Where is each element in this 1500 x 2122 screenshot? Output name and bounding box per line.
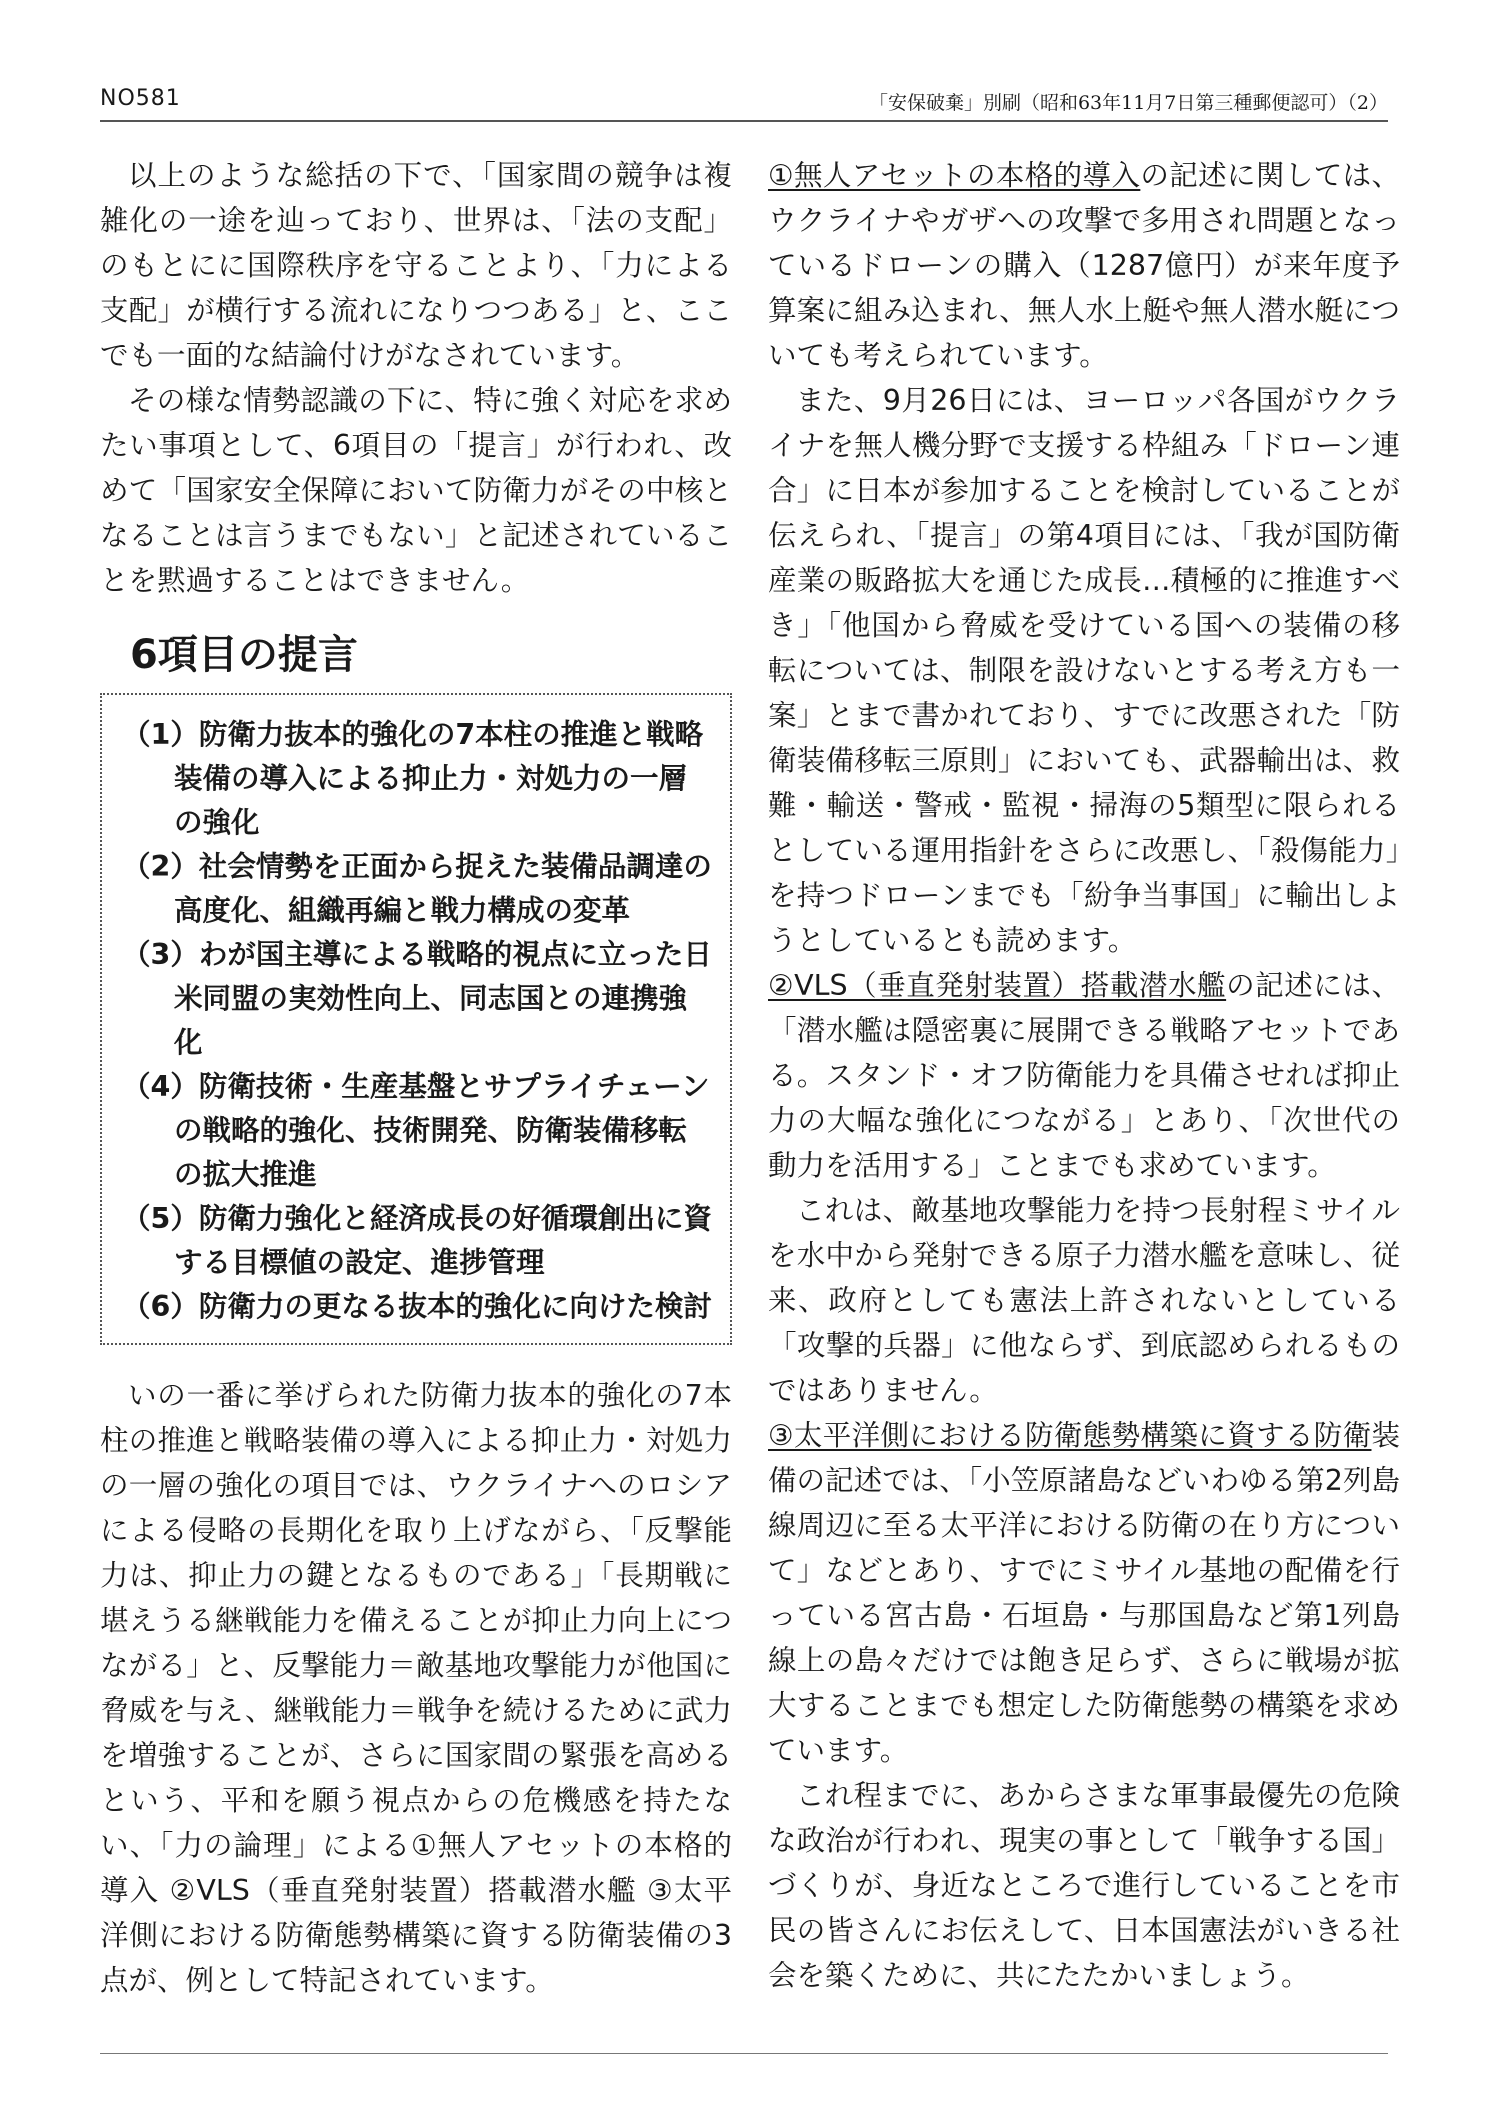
publication-info: 「安保破棄」別刷（昭和63年11月7日第三種郵便認可）（2） (868, 92, 1388, 114)
right-paragraph-5-text: 装備の記述では、「小笠原諸島などいわゆる第2列島線周辺に至る太平洋における防衛の在り方について」などとあり、すでにミサイル基地の配備を行っている宮古島・石垣島・与那国島など第1列島線上の島々だけでは飽き足らず、さらに戦場が拡大することまでも想定した防衛態勢の構築を求めています。 (768, 1419, 1400, 1767)
left-paragraph-3: いの一番に挙げられた防衛力抜本的強化の7本柱の推進と戦略装備の導入による抑止力・対処力の一層の強化の項目では、ウクライナへのロシアによる侵略の長期化を取り上げながら、「反撃能力は、抑止力の鍵となるものである」「長期戦に堪えうる継戦能力を備えることが抑止力向上につながる」と、反撃能力＝敵基地攻撃能力が他国に脅威を与え、継戦能力＝戦争を続けるために武力を増強することが、さらに国家間の緊張を高めるという、平和を願う視点からの危機感を持たない、「力の論理」による①無人アセットの本格的導入 ②VLS（垂直発射装置）搭載潜水艦 ③太平洋側における防衛態勢構築に資する防衛装備の3点が、例として特記されています。 (100, 1379, 732, 1997)
proposal-item-4: （4）防衛技術・生産基盤とサプライチェーンの戦略的強化、技術開発、防衛装備移転の拡大推進 (122, 1070, 710, 1191)
footer-rule (100, 2053, 1388, 2054)
right-column (768, 153, 1400, 1998)
right-paragraph-3 (768, 963, 1400, 1188)
section-heading: 6項目の提言 (130, 632, 358, 678)
right-paragraph-1 (768, 153, 1400, 378)
right-paragraph-5 (768, 1413, 1400, 1773)
left-paragraph-2: その様な情勢認識の下に、特に強く対応を求めたい事項として、6項目の「提言」が行われ、改めて「国家安全保障において防衛力がその中核となることは言うまでもない」と記述されていることを黙過することはできません。 (100, 384, 732, 597)
underlined-topic-2: ②VLS（垂直発射装置）搭載潜水艦 (768, 969, 1227, 1002)
proposal-item-3: （3）わが国主導による戦略的視点に立った日米同盟の実効性向上、同志国との連携強化 (122, 938, 712, 1059)
issue-number: NO581 (100, 86, 181, 111)
left-paragraph-1: 以上のような総括の下で、「国家間の競争は複雑化の一途を辿っており、世界は、「法の支配」のもとにに国際秩序を守ることより、「力による支配」が横行する流れになりつつある」と、ここでも一面的な結論付けがなされています。 (100, 159, 732, 372)
page-header (100, 84, 1388, 122)
proposal-box (100, 693, 732, 1345)
right-paragraph-1-text: の記述に関しては、ウクライナやガザへの攻撃で多用され問題となっているドローンの購入（1287億円）が来年度予算案に組み込まれ、無人水上艇や無人潜水艇についても考えられています。 (768, 159, 1400, 372)
proposal-item-2: （2）社会情勢を正面から捉えた装備品調達の高度化、組織再編と戦力構成の変革 (122, 850, 712, 927)
underlined-topic-3: ③太平洋側における防衛態勢構築に資する防衛 (768, 1419, 1372, 1452)
left-column (100, 153, 732, 2003)
right-paragraph-4: これは、敵基地攻撃能力を持つ長射程ミサイルを水中から発射できる原子力潜水艦を意味し、従来、政府としても憲法上許されないとしている「攻撃的兵器」に他ならず、到底認められるものではありません。 (768, 1194, 1400, 1407)
right-paragraph-2: また、9月26日には、ヨーロッパ各国がウクライナを無人機分野で支援する枠組み「ドローン連合」に日本が参加することを検討していることが伝えられ、「提言」の第4項目には、「我が国防衛産業の販路拡大を通じた成長…積極的に推進すべき」「他国から脅威を受けている国への装備の移転については、制限を設けないとする考え方も一案」とまで書かれており、すでに改悪された「防衛装備移転三原則」においても、武器輸出は、救難・輸送・警戒・監視・掃海の5類型に限られるとしている運用指針をさらに改悪し、「殺傷能力」を持つドローンまでも「紛争当事国」に輸出しようとしているとも読めます。 (768, 384, 1400, 957)
header-rule (100, 120, 1388, 122)
proposal-item-5: （5）防衛力強化と経済成長の好循環創出に資する目標値の設定、進捗管理 (122, 1202, 712, 1279)
right-paragraph-3-text: の記述には、「潜水艦は隠密裏に展開できる戦略アセットである。スタンド・オフ防衛能力を具備させれば抑止力の大幅な強化につながる」とあり、「次世代の動力を活用する」ことまでも求めています。 (768, 969, 1400, 1182)
proposal-item-6: （6）防衛力の更なる抜本的強化に向けた検討 (122, 1290, 712, 1323)
underlined-topic-1: ①無人アセットの本格的導入 (768, 159, 1141, 192)
proposal-item-1: （1）防衛力抜本的強化の7本柱の推進と戦略装備の導入による抑止力・対処力の一層の強化 (122, 718, 704, 839)
closing-paragraph: これ程までに、あからさまな軍事最優先の危険な政治が行われ、現実の事として「戦争する国」づくりが、身近なところで進行していることを市民の皆さんにお伝えして、日本国憲法がいきる社会を築くために、共にたたかいましょう。 (768, 1779, 1400, 1992)
